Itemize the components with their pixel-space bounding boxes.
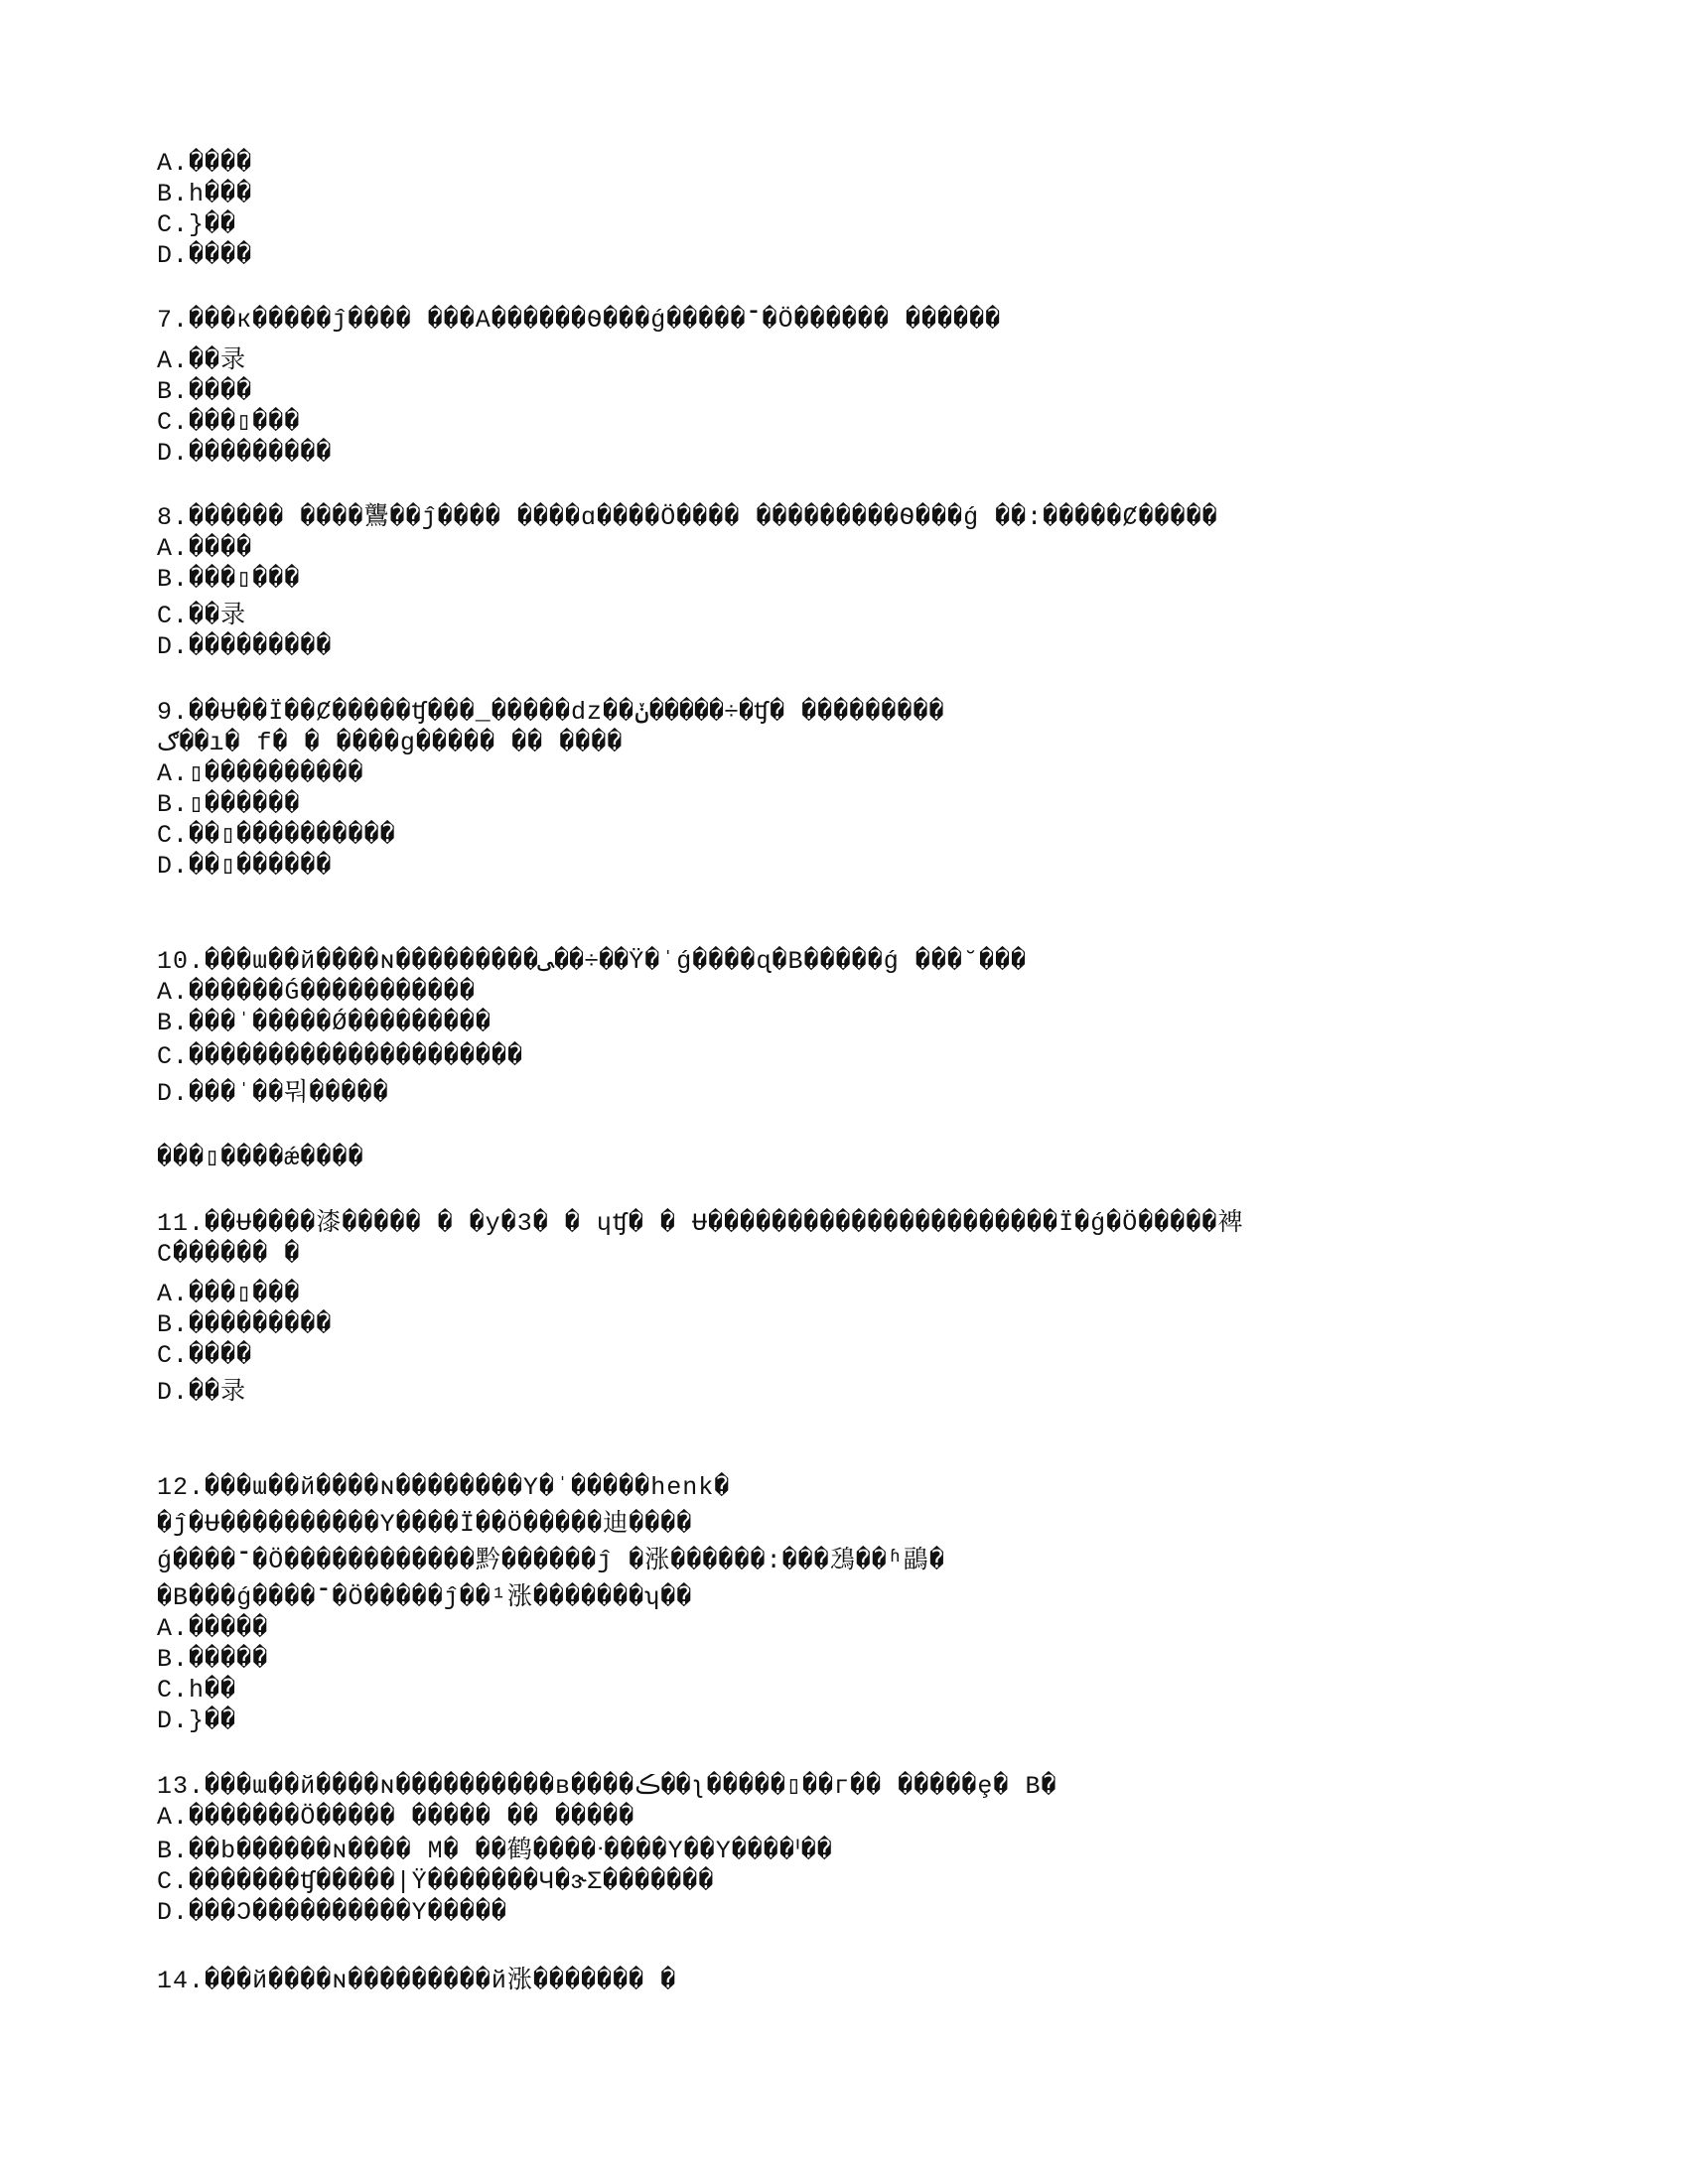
option-d: D.��������� — [157, 632, 333, 661]
question-14: 14.���й����ɴ���������й涨������� � — [157, 1967, 677, 1995]
option-c: C.}�� — [157, 210, 237, 239]
question-8: 8.������ ����鸗��ĵ���� ����ɑ����Ö���� ���������Ѳ���ǵ ��:�����Ȼ����� — [157, 503, 1218, 532]
option-b: B.����� — [157, 1645, 269, 1674]
option-c: C.��▯���������� — [157, 821, 396, 850]
question-10: 10.���ɯ��й����ɴ���������ﻰ��÷��Ÿ�ˈǵ����ɋ�B�����ǵ ���˘��� — [157, 947, 1028, 976]
option-d: D.��▯������ — [157, 852, 333, 881]
option-d: D.���� — [157, 241, 253, 270]
option-a: A.������Ǵ����������� — [157, 978, 476, 1007]
option-b: B.��b������ɴ���� М� ��鹤����ᐧ����Y��Y����ᑊ�� — [157, 1837, 833, 1865]
option-b: B.��������� — [157, 1310, 333, 1339]
option-a: A.��录 — [157, 346, 247, 375]
option-c: C.�������ʧ�����|Ÿ�������Ч�ɝΣ������� — [157, 1867, 715, 1896]
section-heading: ���▯����ǽ���� — [157, 1144, 364, 1172]
question-9-continued: ګ��ı� f� � ����ɡ����� �� ���� — [157, 729, 624, 757]
option-a: A.�������Ö����� ����� �� ����� — [157, 1803, 635, 1832]
option-d: D.}�� — [157, 1706, 237, 1735]
question-13: 13.���ɯ��й����ɴ����������в����ڪ��ʅ�����▯��г�� �����ȩ� В� — [157, 1772, 1057, 1801]
question-9: 9.��Ʉ��Ï��Ȼ�����ʧ���_�����dz��ݩ�����÷�ʧ� ��������� — [157, 698, 945, 727]
option-d: D.��录 — [157, 1378, 247, 1407]
question-11: 11.��Ʉ����漆����� � �у�3� � ɥʧ� � Ʉ����������������������Ï�ǵ�Ö�����裨 — [157, 1209, 1244, 1238]
option-c: C.��录 — [157, 602, 247, 630]
option-a: A.���� — [157, 534, 253, 563]
option-c: C.���▯��� — [157, 408, 301, 437]
option-c: C.h�� — [157, 1676, 237, 1705]
option-c: C.��������������������� — [157, 1042, 524, 1071]
option-a: A.���▯��� — [157, 1280, 301, 1308]
option-a: A.����� — [157, 1614, 269, 1643]
option-b: B.���� — [157, 377, 253, 406]
option-a: A.���� — [157, 149, 253, 178]
option-d: D.���ˈ��뭐����� — [157, 1079, 389, 1108]
option-a: A.▯���������� — [157, 759, 364, 788]
question-12: 12.���ɯ��й����ɴ��������Y�ˈ�����henk� — [157, 1473, 731, 1502]
question-7: 7.���к�����ĵ���� ���A������Ѳ���ǵ�����־�Ö������ ������ — [157, 306, 1002, 335]
question-12-line-4: �B���ǵ����־�Ö�����ĵ��¹涨�������ʮ�� — [157, 1583, 693, 1612]
option-b: B.���▯��� — [157, 565, 301, 594]
question-11-continued: C������ � — [157, 1240, 301, 1269]
option-d: D.��������� — [157, 439, 333, 468]
question-12-line-2: �ĵ�Ʉ����������Y����Ï��Ö�����迪���� — [157, 1510, 693, 1539]
question-12-line-3: ǵ����־�Ö������������黔������ĵ �涨������:���鴔��ʱ鶝� — [157, 1547, 945, 1575]
option-b: B.h��� — [157, 180, 253, 208]
option-b: B.▯������ — [157, 790, 301, 819]
option-b: B.���ˈ�����Ǿ��������� — [157, 1009, 492, 1037]
option-c: C.���� — [157, 1341, 253, 1370]
option-d: D.���Ɔ����������Y����� — [157, 1898, 507, 1927]
